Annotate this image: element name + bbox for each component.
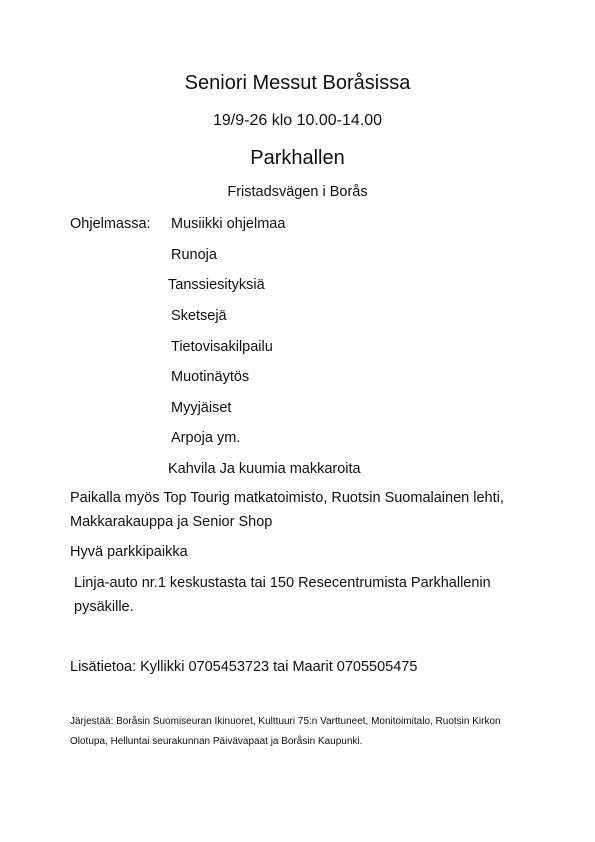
program-item: Muotinäytös xyxy=(171,369,250,385)
program-item: Sketsejä xyxy=(171,308,227,324)
program-item: Runoja xyxy=(171,247,217,263)
program-label: Ohjelmassa: xyxy=(70,216,151,232)
event-title: Seniori Messut Boråsissa xyxy=(184,72,411,94)
organizers-footer: Järjestää: Boråsin Suomiseuran Ikinuoret, Kulttuuri 75:n Varttuneet, Monitoimitalo, Ruotsin Kirkon Olotupa, Helluntai seurakunnan Päivävapaat ja Boråsin Kaupunki. xyxy=(70,716,501,747)
program-item: Musiikki ohjelmaa xyxy=(171,216,286,232)
contact-info: Lisätietoa: Kyllikki 0705453723 tai Maarit 0705505475 xyxy=(70,659,418,675)
parking-paragraph: Hyvä parkkipaikka xyxy=(70,544,188,560)
event-datetime: 19/9-26 klo 10.00-14.00 xyxy=(212,112,382,129)
event-address: Fristadsvägen i Borås xyxy=(227,184,368,200)
program-item: Tanssiesityksiä xyxy=(168,277,265,293)
program-item: Myyjäiset xyxy=(171,400,232,416)
program-item: Arpoja ym. xyxy=(171,430,241,446)
exhibitors-paragraph: Paikalla myös Top Tourig matkatoimisto, Ruotsin Suomalainen lehti, Makkarakauppa ja Senior Shop xyxy=(70,490,504,530)
event-venue: Parkhallen xyxy=(250,147,345,169)
program-item: Kahvila Ja kuumia makkaroita xyxy=(168,461,361,477)
program-item: Tietovisakilpailu xyxy=(171,339,273,355)
bus-paragraph: Linja-auto nr.1 keskustasta tai 150 Resecentrumista Parkhallenin pysäkille. xyxy=(74,575,491,615)
